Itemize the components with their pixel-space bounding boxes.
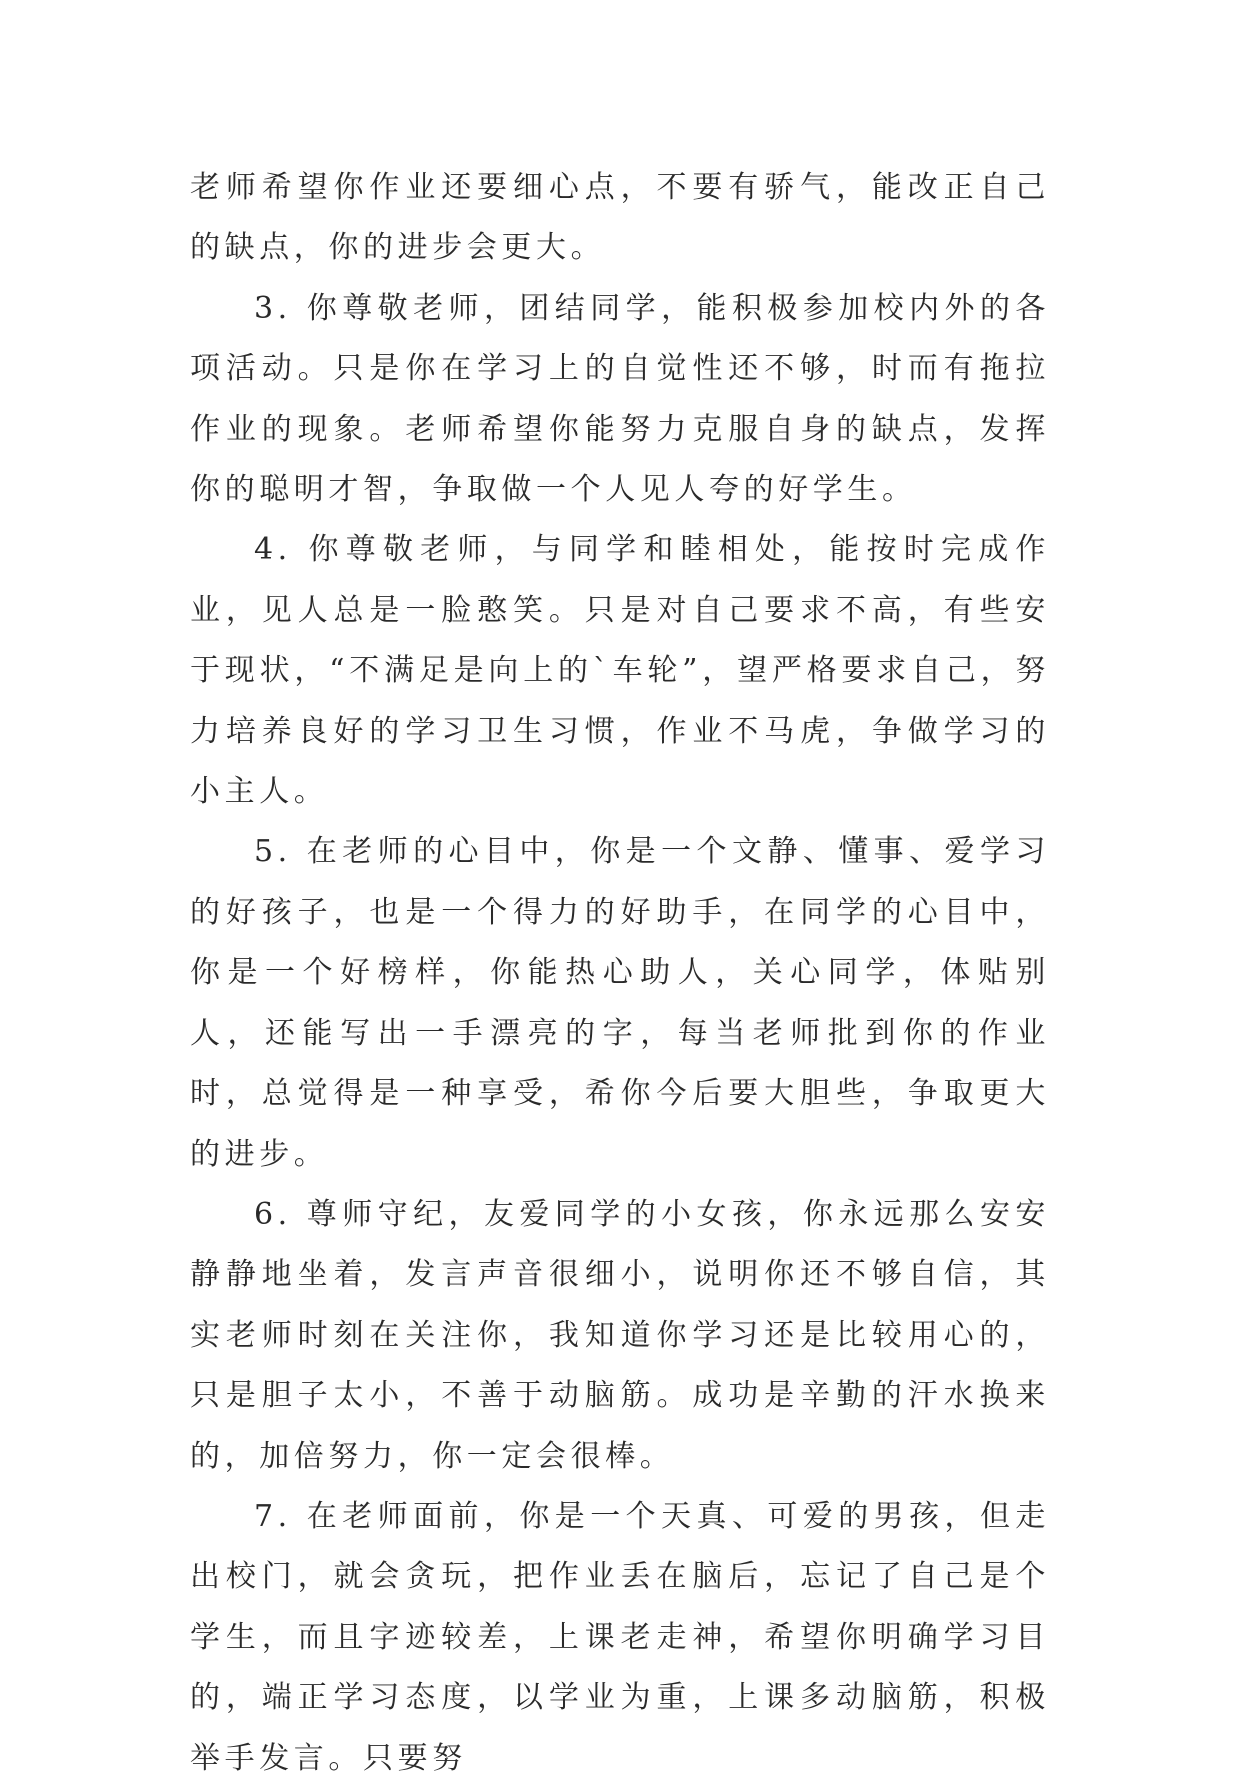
paragraph-continued: 老师希望你作业还要细心点，不要有骄气，能改正自己的缺点，你的进步会更大。: [190, 170, 1050, 266]
paragraph-item-6: 6. 尊师守纪，友爱同学的小女孩，你永远那么安安静静地坐着，发言声音很细小，说明你还不够自信，其实老师时刻在关注你，我知道你学习还是比较用心的，只是胆子太小，不善于动脑筋。成功是辛勤的汗水换来的，加倍努力，你一定会很棒。: [190, 1196, 1050, 1474]
document-body: [190, 158, 1050, 1789]
paragraph-item-3: 3. 你尊敬老师，团结同学，能积极参加校内外的各项活动。只是你在学习上的自觉性还不够，时而有拖拉作业的现象。老师希望你能努力克服自身的缺点，发挥你的聪明才智，争取做一个人见人夸的好学生。: [190, 290, 1050, 508]
paragraph-item-5: 5. 在老师的心目中，你是一个文静、懂事、爱学习的好孩子，也是一个得力的好助手，在同学的心目中，你是一个好榜样，你能热心助人，关心同学，体贴别人，还能写出一手漂亮的字，每当老师批到你的作业时，总觉得是一种享受，希你今后要大胆些，争取更大的进步。: [190, 834, 1050, 1172]
paragraph-item-4: 4. 你尊敬老师，与同学和睦相处，能按时完成作业，见人总是一脸憨笑。只是对自己要求不高，有些安于现状，“不满足是向上的`车轮”，望严格要求自己，努力培养良好的学习卫生习惯，作业不马虎，争做学习的小主人。: [190, 532, 1050, 810]
paragraph-item-7: 7. 在老师面前，你是一个天真、可爱的男孩，但走出校门，就会贪玩，把作业丢在脑后，忘记了自己是个学生，而且字迹较差，上课老走神，希望你明确学习目的，端正学习态度，以学业为重，上课多动脑筋，积极举手发言。只要努: [190, 1498, 1050, 1776]
